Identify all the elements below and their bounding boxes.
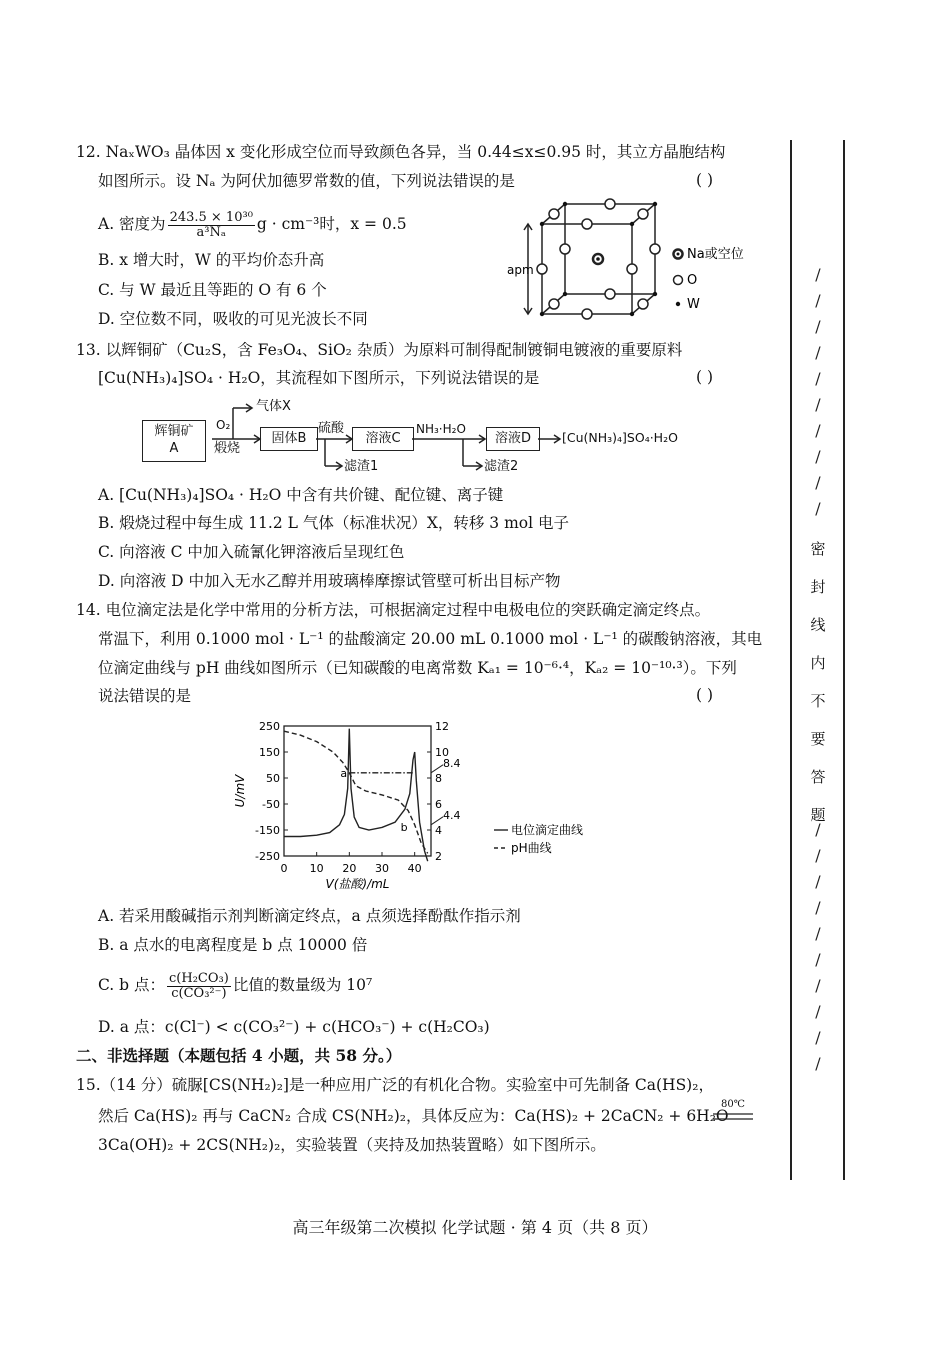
flow-step3-reagent: NH₃·H₂O: [416, 422, 466, 436]
q15-line1: 15.（14 分）硫脲[CS(NH₂)₂]是一种应用广泛的有机化合物。实验室中可先制备 Ca(HS)₂，: [76, 1076, 714, 1094]
q14-option-c: [98, 966, 372, 1004]
y2-mark-label: 4.4: [443, 808, 461, 822]
potential-curve: [284, 729, 428, 862]
q13-option-c: C. 向溶液 C 中加入硫氰化钾溶液后呈现红色: [98, 543, 405, 561]
seal-slash: /: [815, 976, 821, 995]
cell-edge-label: apm: [507, 263, 534, 277]
q14-stem-line4: 说法错误的是: [98, 687, 192, 705]
y2-tick-label: 4: [435, 824, 442, 837]
q14-c-denominator: c(CO₃²⁻): [171, 985, 227, 1001]
flow-step1-reagent: O₂: [216, 418, 231, 432]
seal-char: 要: [810, 730, 826, 748]
q12-stem-line1: 12. NaₓWO₃ 晶体因 x 变化形成空位而导致颜色各异，当 0.44≤x≤0.95 时，其立方晶胞结构: [76, 143, 726, 161]
flow-gas-x: 气体X: [256, 399, 291, 414]
q14-c-prefix: C. b 点：: [98, 976, 166, 994]
flow-box-solid-b: 固体B: [260, 427, 318, 451]
q13-option-d: D. 向溶液 D 中加入无水乙醇并用玻璃棒摩擦试管壁可析出目标产物: [98, 572, 561, 590]
q12-a-fraction: [168, 211, 255, 240]
seal-slash: /: [815, 265, 821, 284]
y-tick-label: -50: [262, 798, 280, 811]
seal-char: 线: [810, 616, 826, 634]
q14-option-b: B. a 点水的电离程度是 b 点 10000 倍: [98, 936, 368, 954]
seal-slash: /: [815, 395, 821, 414]
q13-stem-line2: [Cu(NH₃)₄]SO₄ · H₂O，其流程如下图所示，下列说法错误的是: [98, 369, 540, 387]
y2-tick-label: 10: [435, 746, 449, 759]
seal-char: 封: [810, 578, 826, 596]
flow-ore-label: 辉铜矿: [154, 424, 194, 439]
y-tick-label: 150: [259, 746, 280, 759]
seal-slash: /: [815, 872, 821, 891]
q12-a-numerator: 243.5 × 10³⁰: [169, 209, 253, 225]
seal-slash: /: [815, 369, 821, 388]
flow-box-ore: [142, 420, 206, 462]
x-tick-label: 10: [309, 862, 324, 875]
q14-option-d: D. a 点：c(Cl⁻) < c(CO₃²⁻) + c(HCO₃⁻) + c(H₂CO₃): [98, 1018, 490, 1036]
seal-slash: /: [815, 317, 821, 336]
seal-char: 答: [810, 768, 826, 786]
y2-mark-label: 8.4: [443, 756, 461, 770]
legend-na: Na或空位: [687, 247, 744, 262]
y2-tick-label: 12: [435, 720, 449, 733]
q15-line2: 然后 Ca(HS)₂ 再与 CaCN₂ 合成 CS(NH₂)₂，具体反应为：Ca(HS)₂ + 2CaCN₂ + 6H₂O: [98, 1107, 729, 1125]
titration-chart: [226, 712, 606, 898]
q13-answer-paren: ( ): [696, 368, 714, 386]
y-tick-label: 50: [266, 772, 280, 785]
margin-rule-right: [843, 140, 845, 1180]
y2-tick-label: 8: [435, 772, 442, 785]
q15-line3: 3Ca(OH)₂ + 2CS(NH₂)₂，实验装置（夹持及加热装置略）如下图所示。: [98, 1136, 606, 1154]
q14-c-suffix: 比值的数量级为 10⁷: [232, 976, 373, 994]
ph-curve: [284, 731, 428, 853]
q12-a-prefix: A. 密度为: [98, 215, 166, 233]
q12-a-denominator: a³Nₐ: [196, 224, 226, 240]
page-footer: 高三年级第二次模拟 化学试题 · 第 4 页（共 8 页）: [292, 1218, 658, 1237]
seal-slash: /: [815, 820, 821, 839]
q14-answer-paren: ( ): [696, 686, 714, 704]
margin-rule-left: [790, 140, 792, 1180]
flow-box-solution-c: 溶液C: [352, 427, 414, 451]
x-tick-label: 40: [407, 862, 422, 875]
section2-title: 二、非选择题（本题包括 4 小题，共 58 分。）: [76, 1046, 402, 1065]
q12-answer-paren: ( ): [696, 171, 714, 189]
q12-stem-line2: 如图所示。设 Nₐ 为阿伏加德罗常数的值，下列说法错误的是: [98, 172, 515, 190]
y-axis-label: U/mV: [233, 774, 247, 808]
seal-slash: /: [815, 1028, 821, 1047]
seal-slash: /: [815, 898, 821, 917]
q13-option-a: A. [Cu(NH₃)₄]SO₄ · H₂O 中含有共价键、配位键、离子键: [98, 486, 504, 504]
y2-tick-label: 6: [435, 798, 442, 811]
flow-box-solution-d: 溶液D: [486, 427, 540, 451]
q14-option-a: A. 若采用酸碱指示剂判断滴定终点，a 点须选择酚酞作指示剂: [98, 907, 521, 925]
legend-w: W: [687, 297, 700, 312]
seal-slash: /: [815, 924, 821, 943]
flow-step2-reagent: 硫酸: [318, 421, 345, 436]
q12-option-a: [98, 207, 407, 241]
seal-slash: /: [815, 1002, 821, 1021]
seal-slash: /: [815, 1054, 821, 1073]
seal-slash: /: [815, 291, 821, 310]
flow-step1-process: 煅烧: [214, 441, 241, 456]
legend-o: O: [687, 273, 698, 288]
q12-option-c: C. 与 W 最近且等距的 O 有 6 个: [98, 281, 327, 299]
q14-c-fraction: [167, 972, 231, 1001]
seal-slash: /: [815, 421, 821, 440]
y2-tick-label: 2: [435, 850, 442, 863]
x-tick-label: 20: [342, 862, 357, 875]
seal-char: 密: [810, 540, 826, 558]
x-tick-label: 0: [280, 862, 288, 875]
flow-residue-2: 滤渣2: [484, 459, 519, 474]
legend-entry: pH曲线: [511, 841, 552, 855]
legend-entry: 电位滴定曲线: [511, 823, 584, 837]
seal-slash: /: [815, 447, 821, 466]
q14-stem-line3: 位滴定曲线与 pH 曲线如图所示（已知碳酸的电离常数 Kₐ₁ = 10⁻⁶·⁴，Kₐ₂ = 10⁻¹⁰·³）。下列: [98, 659, 737, 677]
seal-slash: /: [815, 343, 821, 362]
seal-slash: /: [815, 846, 821, 865]
q12-option-d: D. 空位数不同，吸收的可见光波长不同: [98, 310, 368, 328]
y-tick-label: 250: [259, 720, 280, 733]
crystal-cell-figure: [500, 196, 760, 326]
y-tick-label: -250: [255, 850, 280, 863]
seal-slash: /: [815, 499, 821, 518]
seal-char: 内: [810, 654, 826, 672]
seal-slash: /: [815, 950, 821, 969]
flow-ore-letter: A: [169, 441, 179, 456]
point-label-b: b: [400, 820, 408, 834]
q14-stem-line1: 14. 电位滴定法是化学中常用的分析方法，可根据滴定过程中电极电位的突跃确定滴定终点。: [76, 601, 711, 619]
flow-product: [Cu(NH₃)₄]SO₄·H₂O: [562, 430, 678, 445]
q14-c-numerator: c(H₂CO₃): [169, 970, 229, 986]
q12-option-b: B. x 增大时，W 的平均价态升高: [98, 251, 325, 269]
q15-reaction-condition: 80℃: [721, 1099, 745, 1110]
x-tick-label: 30: [375, 862, 389, 875]
y-tick-label: -150: [255, 824, 280, 837]
q15-equal-sign: [713, 1112, 753, 1122]
seal-char: 题: [810, 806, 826, 824]
q13-stem-line1: 13. 以辉铜矿（Cu₂S，含 Fe₃O₄、SiO₂ 杂质）为原料可制得配制镀铜电镀液的重要原料: [76, 341, 683, 359]
seal-char: 不: [810, 692, 826, 710]
q13-option-b: B. 煅烧过程中每生成 11.2 L 气体（标准状况）X，转移 3 mol 电子: [98, 514, 569, 532]
x-axis-label: V(盐酸)/mL: [325, 877, 390, 891]
q14-stem-line2: 常温下，利用 0.1000 mol · L⁻¹ 的盐酸滴定 20.00 mL 0.1000 mol · L⁻¹ 的碳酸钠溶液，其电: [98, 630, 763, 648]
point-label-a: a: [340, 766, 348, 780]
flow-residue-1: 滤渣1: [344, 459, 379, 474]
q12-a-suffix: g · cm⁻³时，x = 0.5: [256, 215, 407, 233]
seal-slash: /: [815, 473, 821, 492]
